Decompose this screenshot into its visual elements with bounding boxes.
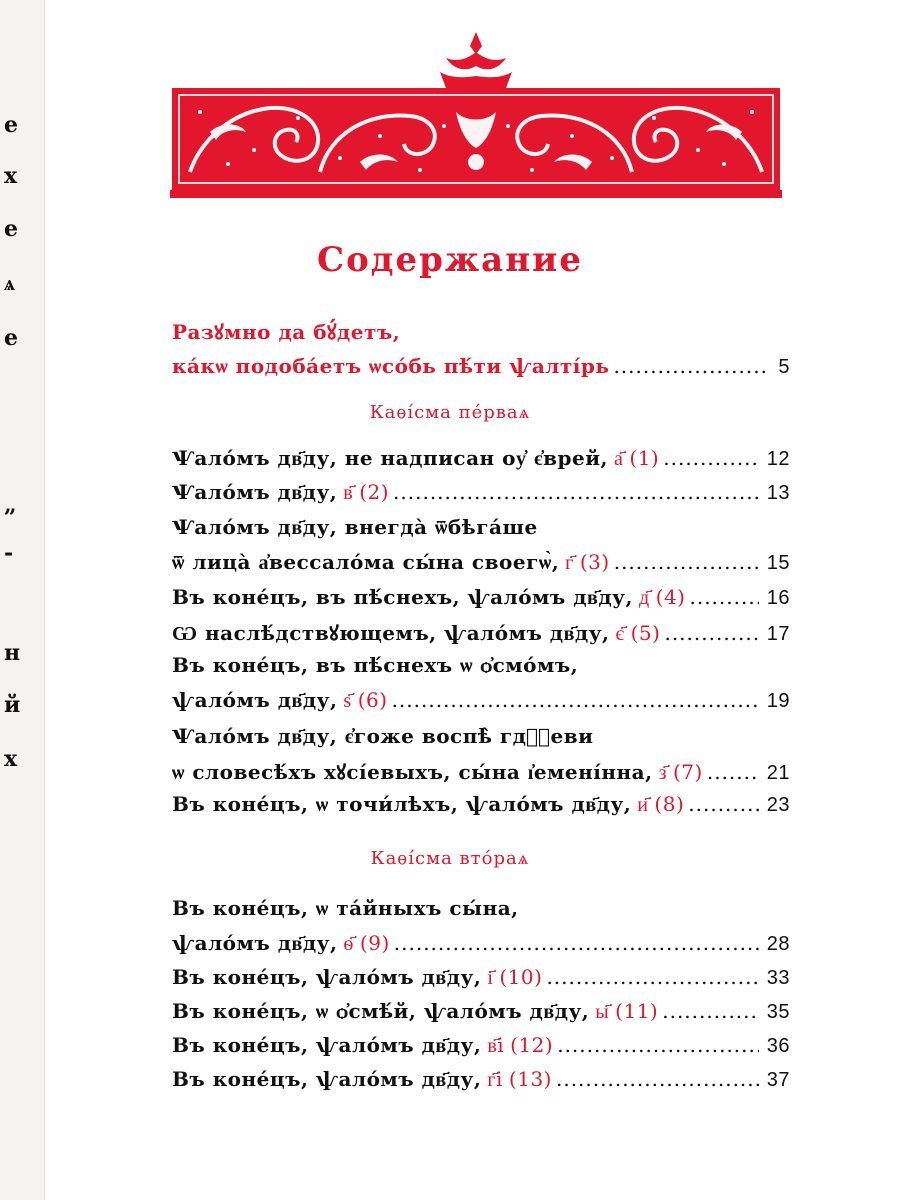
psalm-marker: є҃ (615, 621, 625, 645)
psalm-number: (13) (508, 1067, 552, 1091)
dot-leader (688, 792, 758, 816)
entry-text: Ѱало́мъ дв҃ду, є҆гоже воспѣ̀ гдⷭ҇еви (172, 724, 594, 748)
dot-leader (392, 688, 759, 712)
psalm-marker: д҃ (638, 585, 650, 609)
page-number: 33 (766, 967, 790, 989)
psalm-marker: а҃ (614, 446, 624, 470)
intro-text: ка́кѡ подоба́етъ ѡсо́бь пѣ́ти ѱалтı́рь (172, 354, 610, 378)
psalm-number: (1) (629, 446, 660, 470)
toc-entry[interactable] (172, 480, 790, 505)
prev-page-char: „ (4, 492, 17, 518)
section-heading: Каѳı́сма вто́раѧ (370, 848, 530, 869)
prev-page-char: е (4, 112, 18, 138)
psalm-number: (7) (673, 760, 703, 784)
toc-entry[interactable] (172, 585, 790, 610)
page-number: 5 (778, 356, 790, 378)
entry-text: Въ коне́цъ, ѱало́мъ дв҃ду, (172, 965, 482, 989)
intro-text: Разꙋмно да бꙋ́детъ, (172, 320, 401, 344)
psalm-marker: г҃ (565, 550, 574, 574)
psalm-marker: в҃і (487, 1033, 505, 1057)
page-number: 17 (766, 623, 790, 645)
page-number: 23 (766, 794, 790, 816)
entry-text: ѿ лица̀ а҆вессало́ма сы́на своегѡ̀, (172, 550, 560, 574)
psalm-number: (10) (499, 965, 543, 989)
psalm-number: (6) (357, 688, 388, 712)
psalm-marker: и҃ (637, 792, 649, 816)
entry-text: Въ коне́цъ, ѡ ѻ҆смѣ́й, ѱало́мъ дв҃ду, (172, 999, 590, 1023)
dot-leader (689, 585, 758, 609)
page-title: Содержание (317, 240, 583, 280)
psalm-number: (4) (655, 585, 686, 609)
toc-entry[interactable] (172, 1033, 790, 1058)
entry-text: Ѡ наслѣ́дствꙋющемъ, ѱало́мъ дв҃ду, (172, 621, 610, 645)
entry-text: ѡ словесѣ́хъ хꙋсı́евыхъ, сы́на ı҆еменı́нна, (172, 760, 653, 784)
dot-leader (662, 999, 759, 1023)
prev-page-char: х (4, 746, 18, 772)
page-number: 19 (766, 690, 790, 712)
toc-entry[interactable] (172, 758, 790, 785)
entry-text: Въ коне́цъ, ѡ точи́лѣхъ, ѱало́мъ дв҃ду, (172, 792, 632, 816)
intro-line (172, 318, 790, 345)
ornamental-headpiece (170, 32, 782, 202)
entry-text: ѱало́мъ дв҃ду, (172, 931, 338, 955)
psalm-marker: в҃ (343, 480, 354, 504)
toc-entry[interactable] (172, 619, 790, 646)
toc-entry[interactable] (172, 688, 790, 713)
dot-leader (613, 354, 770, 378)
entry-text: Въ коне́цъ, въ пѣ́снехъ, ѱало́мъ дв҃ду, (172, 585, 633, 609)
toc-entry-line[interactable] (172, 515, 790, 540)
toc-entry-line[interactable] (172, 724, 790, 749)
page-number: 35 (766, 1001, 790, 1023)
psalm-number: (12) (510, 1033, 554, 1057)
psalm-marker: ы҃ (595, 999, 610, 1023)
page-number: 15 (766, 552, 790, 574)
page-number: 13 (766, 482, 790, 504)
page-number: 37 (766, 1069, 790, 1091)
psalm-marker: г҃і (487, 1067, 503, 1091)
toc-entry[interactable] (172, 965, 790, 990)
entry-text: Ѱало́мъ дв҃ду, внегда̀ ѿбѣга́ше (172, 515, 538, 539)
dot-leader (557, 1033, 759, 1057)
dot-leader (393, 480, 759, 504)
prev-page-char: е (4, 216, 18, 242)
entry-text: Въ коне́цъ, ѱало́мъ дв҃ду, (172, 1067, 482, 1091)
toc-entry[interactable] (172, 999, 790, 1024)
dot-leader (707, 760, 759, 784)
psalm-number: (9) (359, 931, 390, 955)
psalm-marker: ѕ҃ (343, 688, 352, 712)
prev-page-char: х (4, 163, 18, 189)
page-number: 12 (766, 448, 790, 470)
toc-entry-intro[interactable] (172, 354, 790, 379)
toc-entry[interactable] (172, 931, 790, 956)
dot-leader (663, 446, 759, 470)
page-number: 28 (766, 933, 790, 955)
prev-page-char: н (4, 640, 21, 666)
previous-page-edge (0, 0, 45, 1200)
prev-page-char: - (4, 540, 14, 566)
psalm-number: (11) (615, 999, 659, 1023)
section-heading: Каѳı́сма пе́рваѧ (369, 402, 531, 423)
entry-text: ѱало́мъ дв҃ду, (172, 688, 338, 712)
entry-text: Въ коне́цъ, ѡ та́йныхъ сы́на, (172, 896, 519, 920)
toc-entry[interactable] (172, 550, 790, 575)
psalm-marker: і҃ (487, 965, 494, 989)
entry-text: Въ коне́цъ, ѱало́мъ дв҃ду, (172, 1033, 482, 1057)
dot-leader (394, 931, 759, 955)
toc-entry-line[interactable] (172, 896, 790, 921)
psalm-marker: з҃ (658, 760, 667, 784)
prev-page-char: ѧ (4, 270, 15, 296)
psalm-number: (5) (630, 621, 661, 645)
entry-text: Ѱало́мъ дв҃ду, не надписан оу҆ є҆врей, (172, 446, 609, 470)
dot-leader (546, 965, 758, 989)
dot-leader (614, 550, 759, 574)
entry-text: Въ коне́цъ, въ пѣ́снехъ ѡ ѻ҆смо́мъ, (172, 653, 579, 677)
dot-leader (664, 621, 758, 645)
toc-entry[interactable] (172, 792, 790, 817)
page-number: 16 (766, 587, 790, 609)
dot-leader (556, 1067, 759, 1091)
page-number: 21 (766, 762, 790, 784)
psalm-marker: ѳ҃ (343, 931, 354, 955)
toc-entry-line[interactable] (172, 653, 790, 678)
prev-page-char: е (4, 325, 18, 351)
entry-text: Ѱало́мъ дв҃ду, (172, 480, 338, 504)
psalm-number: (8) (654, 792, 685, 816)
prev-page-char: й (4, 692, 21, 718)
psalm-number: (2) (359, 480, 390, 504)
toc-entry[interactable] (172, 1067, 790, 1092)
toc-entry[interactable] (172, 446, 790, 471)
page-number: 36 (766, 1035, 790, 1057)
psalm-number: (3) (579, 550, 610, 574)
